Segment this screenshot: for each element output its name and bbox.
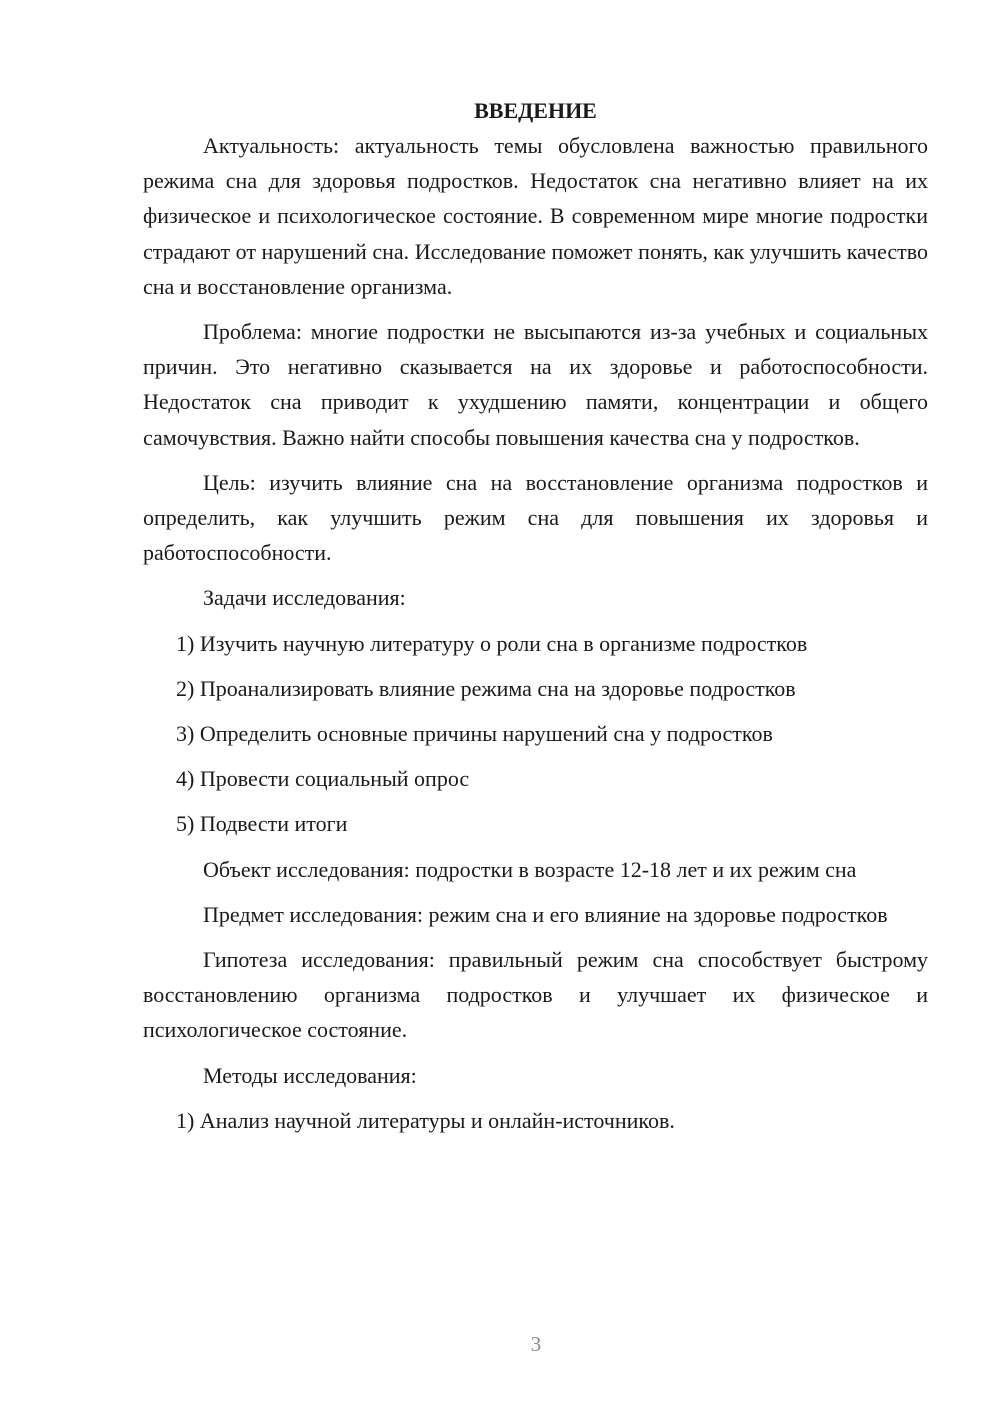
list-item: 3) Определить основные причины нарушений сна у подростков <box>176 721 773 747</box>
page-title: ВВЕДЕНИЕ <box>474 98 597 123</box>
list-item: 5) Подвести итоги <box>176 811 348 837</box>
hypothesis-paragraph: Гипотеза исследования: правильный режим сна способствует быстрому восстановлению организма подростков и улучшает их физическое и психологическое состояние. <box>143 947 928 1043</box>
methods-heading: Методы исследования: <box>203 1062 417 1088</box>
relevance-paragraph: Актуальность: актуальность темы обусловлена важностью правильного режима сна для здоровья подростков. Недостаток сна негативно влияет на их физическое и психологическое состояние. В современном мире многие подростки страдают от нарушений сна. Исследование поможет понять, как улучшить качество сна и восстановление организма. <box>143 133 928 299</box>
tasks-list <box>143 626 928 842</box>
list-item: 2) Проанализировать влияние режима сна на здоровье подростков <box>176 675 796 701</box>
page-number: 3 <box>530 1332 542 1356</box>
list-item: 1) Изучить научную литературу о роли сна в организме подростков <box>176 630 808 656</box>
document-page <box>143 93 928 1138</box>
list-item: 1) Анализ научной литературы и онлайн-источников. <box>176 1107 675 1133</box>
object-paragraph: Объект исследования: подростки в возрасте 12-18 лет и их режим сна <box>203 856 857 882</box>
subject-paragraph: Предмет исследования: режим сна и его влияние на здоровье подростков <box>203 901 888 927</box>
methods-list <box>143 1103 928 1138</box>
list-item: 4) Провести социальный опрос <box>176 766 470 792</box>
goal-paragraph: Цель: изучить влияние сна на восстановление организма подростков и определить, как улучшить режим сна для повышения их здоровья и работоспособности. <box>143 469 928 566</box>
tasks-heading: Задачи исследования: <box>203 585 406 611</box>
problem-paragraph: Проблема: многие подростки не высыпаются из-за учебных и социальных причин. Это негативно сказывается на их здоровье и работоспособности. Недостаток сна приводит к ухудшению памяти, концентрации и общего самочувствия. Важно найти способы повышения качества сна у подростков. <box>143 319 928 450</box>
